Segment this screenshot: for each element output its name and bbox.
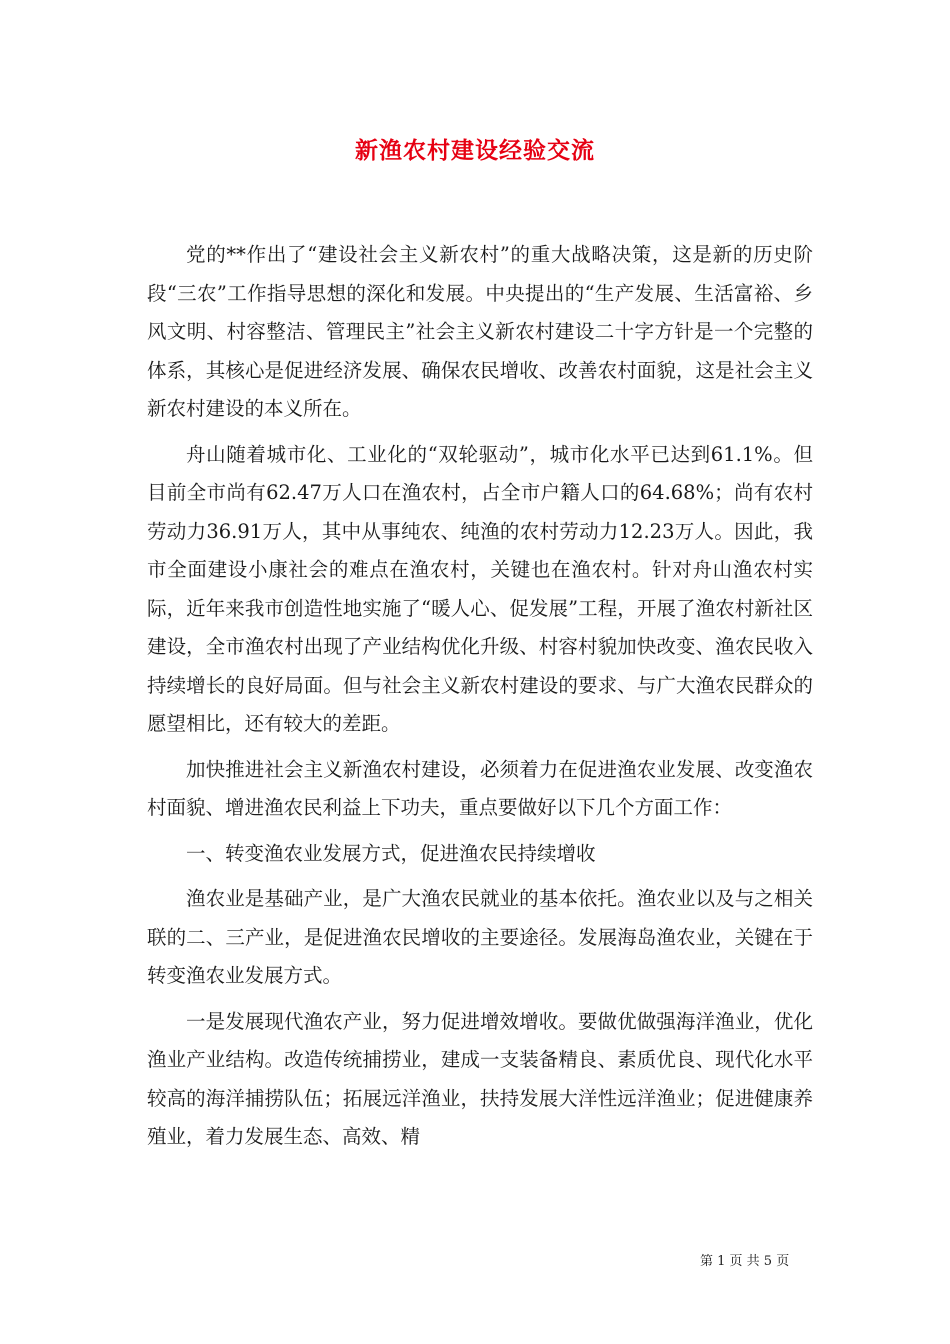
paragraph: 一是发展现代渔农产业，努力促进增效增收。要做优做强海洋渔业，优化渔业产业结构。改造传统捕捞业，建成一支装备精良、素质优良、现代化水平较高的海洋捕捞队伍；拓展远洋渔业，扶持发展大洋性远洋渔业；促进健康养殖业，着力发展生态、高效、精 (147, 1009, 813, 1148)
section-heading: 一、转变渔农业发展方式，促进渔农民持续增收 (186, 841, 596, 865)
document-body (147, 236, 813, 1164)
paragraph: 舟山随着城市化、工业化的“双轮驱动”，城市化水平已达到61.1%。但目前全市尚有62.47万人口在渔农村，占全市户籍人口的64.68%；尚有农村劳动力36.91万人，其中从事纯农、纯渔的农村劳动力12.23万人。因此，我市全面建设小康社会的难点在渔农村，关键也在渔农村。针对舟山渔农村实际，近年来我市创造性地实施了“暖人心、促发展”工程，开展了渔农村新社区建设，全市渔农村出现了产业结构优化升级、村容村貌加快改变、渔农民收入持续增长的良好局面。但与社会主义新农村建设的要求、与广大渔农民群众的愿望相比，还有较大的差距。 (147, 442, 813, 735)
document-title: 新渔农村建设经验交流 (355, 137, 595, 164)
paragraph: 党的**作出了“建设社会主义新农村”的重大战略决策，这是新的历史阶段“三农”工作指导思想的深化和发展。中央提出的“生产发展、生活富裕、乡风文明、村容整洁、管理民主”社会主义新农村建设二十字方针是一个完整的体系，其核心是促进经济发展、确保农民增收、改善农村面貌，这是社会主义新农村建设的本义所在。 (147, 243, 813, 420)
paragraph: 渔农业是基础产业，是广大渔农民就业的基本依托。渔农业以及与之相关联的二、三产业，是促进渔农民增收的主要途径。发展海岛渔农业，关键在于转变渔农业发展方式。 (147, 887, 813, 987)
paragraph: 加快推进社会主义新渔农村建设，必须着力在促进渔农业发展、改变渔农村面貌、增进渔农民利益上下功夫，重点要做好以下几个方面工作： (147, 757, 813, 819)
page-number: 第 1 页 共 5 页 (700, 1254, 790, 1269)
